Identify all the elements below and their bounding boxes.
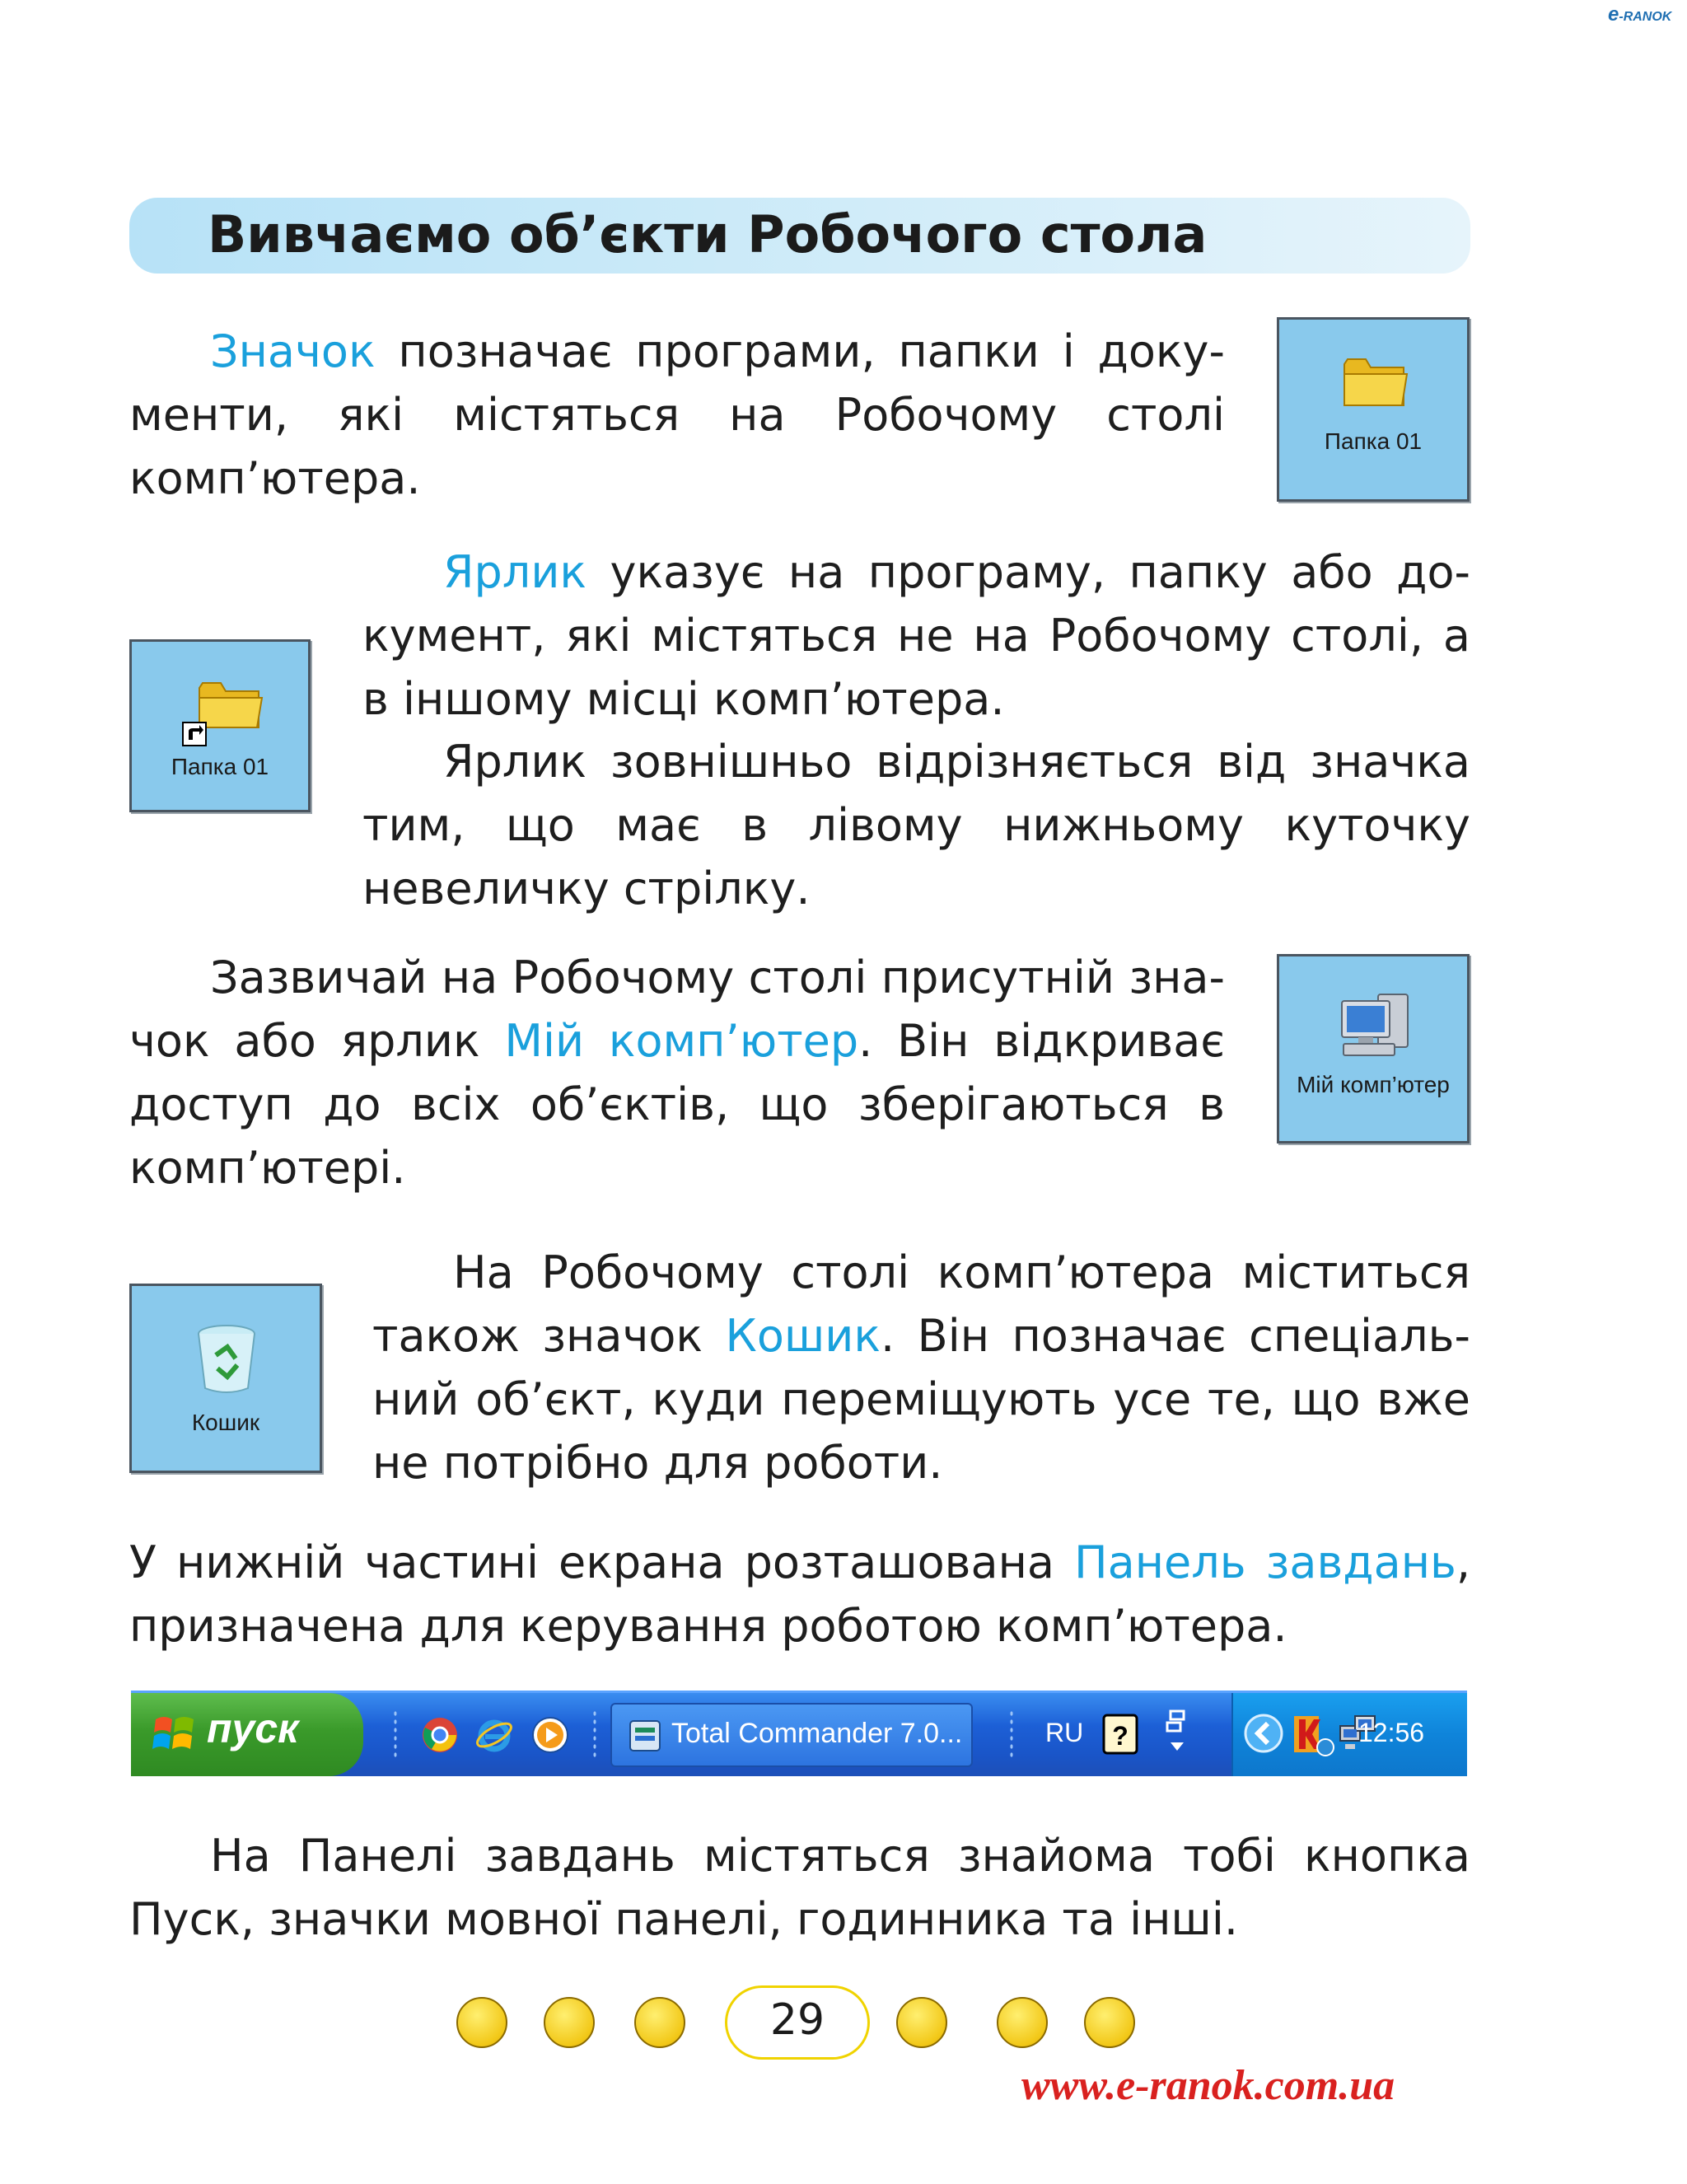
shortcut-folder-icon (181, 676, 264, 747)
total-commander-icon (627, 1718, 663, 1754)
help-icon (1101, 1713, 1139, 1756)
computer-icon (1337, 989, 1416, 1064)
term-recycle-bin: Кошик (725, 1310, 881, 1362)
internet-explorer-icon (474, 1714, 515, 1756)
taskbar-grip (592, 1709, 597, 1759)
folder-icon (1341, 353, 1409, 410)
clock: 12:56 (1358, 1718, 1425, 1747)
recycle-bin-caption: Кошик (191, 1410, 260, 1435)
page-number: 29 (769, 1995, 825, 2045)
paragraph-my-computer: Зазвичай на Робочому столі присутній значок або ярлик Мій комп’ютер. Він відкриває доступ до всіх об’єктів, що зберігаються в комп’ютері. (129, 952, 1225, 1194)
folder-caption: Папка 01 (1324, 428, 1423, 454)
mascot-icon (456, 1997, 507, 2048)
media-player-icon (531, 1716, 569, 1754)
term-shortcut: Ярлик (443, 546, 587, 598)
publisher-logo: e-RANOK (1608, 3, 1672, 26)
start-label: пуск (207, 1705, 299, 1751)
start-button (131, 1693, 363, 1776)
computer-caption: Мій комп’ютер (1297, 1072, 1450, 1097)
mascot-icon (1084, 1997, 1135, 2048)
chevron-left-icon (1243, 1713, 1284, 1754)
recycle-bin-icon (191, 1322, 262, 1396)
paragraph-shortcut-arrow: Ярлик зовнішньо відрізняється від значка тим, що має в лівому нижньому куточку невеличку стрілку. (362, 736, 1470, 914)
term-my-computer: Мій комп’ютер (504, 1015, 859, 1067)
paragraph-taskbar-contents: На Панелі завдань містяться знайома тобі кнопка Пуск, значки мовної панелі, годинника та інші. (129, 1830, 1470, 1945)
svg-text:?: ? (1112, 1721, 1129, 1751)
shortcut-icon-box (129, 639, 311, 812)
mascot-icon (896, 1997, 947, 2048)
taskbar-task-label: Total Commander 7.0... (671, 1718, 963, 1749)
paragraph-taskbar: У нижній частині екрана розташована Панель завдань, призначена для керування роботою комп’ютера. (129, 1536, 1470, 1652)
mascot-icon (997, 1997, 1048, 2048)
taskbar-illustration (131, 1691, 1467, 1776)
my-computer-icon-box (1277, 954, 1470, 1143)
paragraph-recycle-bin: На Робочому столі комп’ютера міститься також значок Кошик. Він позначає спеціальний об’єкт, куди переміщують усе те, що вже не потрібно для роботи. (372, 1246, 1470, 1489)
shortcut-caption: Папка 01 (171, 754, 269, 779)
windows-logo-icon (152, 1711, 199, 1757)
page-title: Вивчаємо об’єкти Робочого стола (208, 204, 1208, 264)
language-bar-options-icon (1164, 1706, 1190, 1761)
language-indicator: RU (1045, 1718, 1084, 1747)
folder-icon-box (1277, 317, 1470, 502)
system-tray (1231, 1693, 1467, 1776)
recycle-bin-icon-box (129, 1284, 322, 1473)
mascot-icon (544, 1997, 595, 2048)
term-icon: Значок (210, 325, 376, 377)
mascot-icon (634, 1997, 685, 2048)
term-taskbar: Панель завдань (1074, 1536, 1456, 1588)
chrome-icon (421, 1716, 459, 1754)
paragraph-icon: Значок позначає програми, папки і документи, які містяться на Робочому столі комп’ютера. (129, 325, 1225, 504)
quicklaunch-grip (393, 1709, 398, 1759)
publisher-website: www.e-ranok.com.ua (1021, 2062, 1395, 2109)
paragraph-shortcut: Ярлик указує на програму, папку або документ, які містяться не на Робочому столі, а в іншому місці комп’ютера. (362, 546, 1470, 725)
language-bar-grip (1009, 1709, 1014, 1759)
antivirus-icon (1289, 1711, 1335, 1757)
taskbar-task-button (610, 1703, 973, 1767)
